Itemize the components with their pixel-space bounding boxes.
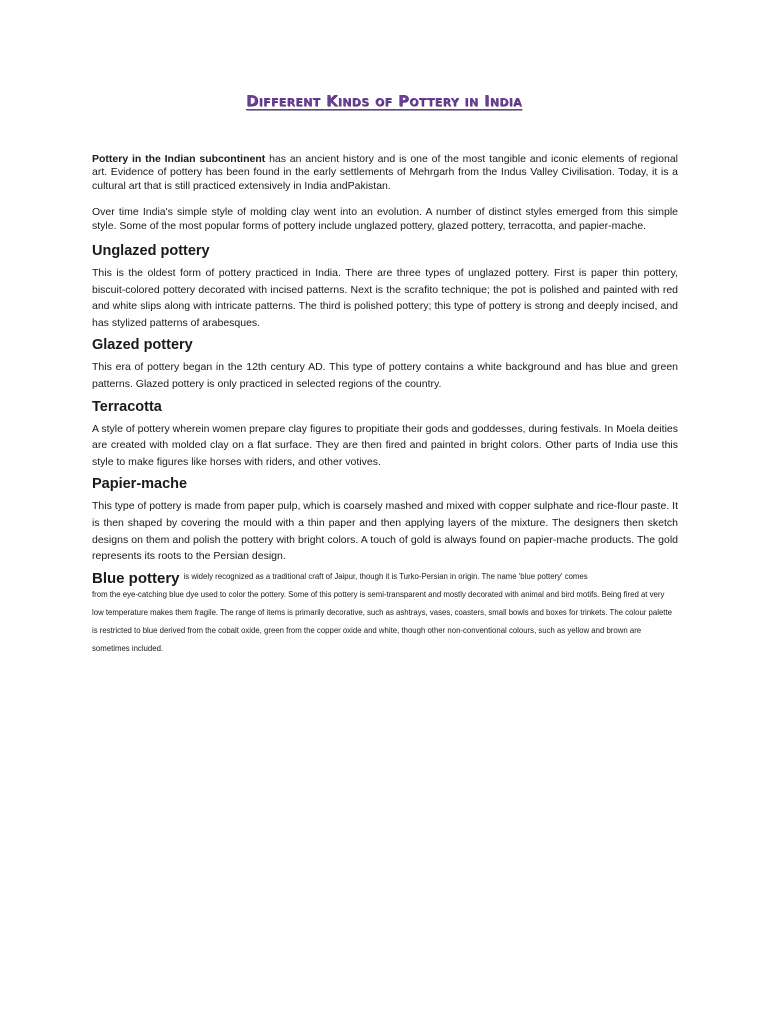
section-heading: Glazed pottery — [92, 337, 193, 354]
section-body: A style of pottery wherein women prepare clay figures to propitiate their gods and goddesses, during festivals. In Moela deities are created with molded clay on a flat surface. They are then fired and painted in bright colors. Other parts of India use this style to make figures like horses with riders, and other votives. — [92, 422, 678, 468]
section-body: This is the oldest form of pottery practiced in India. There are three types of unglazed pottery. First is paper thin pottery, biscuit-colored pottery decorated with incised patterns. Next is the scrafito technique; the pot is polished and painted with red and white slips along with intricate patterns. The third is polished pottery; this type of pottery is strong and deeply incised, and has stylized patterns of arabesques. — [92, 267, 678, 329]
section-heading: Terracotta — [92, 398, 162, 415]
document-title-text: Different Kinds of Pottery in India — [245, 92, 522, 110]
section-heading: Blue pottery — [92, 569, 180, 587]
section-heading: Unglazed pottery — [92, 243, 210, 260]
document-title — [0, 91, 768, 111]
intro-paragraph-2: Over time India's simple style of molding clay went into an evolution. A number of distinct styles emerged from this simple style. Some of the most popular forms of pottery include unglazed pottery, glazed pottery, terracotta, and papier-mache. — [92, 206, 678, 232]
section-blue-pottery — [92, 570, 678, 658]
intro-paragraph — [92, 153, 678, 193]
section-body: This type of pottery is made from paper pulp, which is coarsely mashed and mixed with copper sulphate and rice-flour paste. It is then shaped by covering the mould with a thin paper and then applying layers of the mixture. The designers then sketch designs on them and polish the pottery with bright colors. A touch of gold is always found on papier-mache products. The gold represents its roots to the Persian design. — [92, 500, 678, 563]
section-papier-mache — [92, 475, 678, 564]
blue-pottery-body: from the eye-catching blue dye used to color the pottery. Some of this pottery is semi-transparent and mostly decorated with animal and bird motifs. Being fired at very low temperature makes them fragile. The range of items is primarily decorative, such as ashtrays, vases, coasters, small bowls and boxes for trinkets. The colour palette is restricted to blue derived from the cobalt oxide, green from the copper oxide and white, though other non-conventional colours, such as yellow and brown are sometimes included. — [92, 589, 672, 654]
section-body: This era of pottery began in the 12th century AD. This type of pottery contains a white background and has blue and green patterns. Glazed pottery is only practiced in selected regions of the country. — [92, 361, 678, 390]
document-body — [92, 153, 678, 658]
section-unglazed — [92, 242, 678, 331]
section-heading: Papier-mache — [92, 476, 188, 493]
blue-pottery-lead: is widely recognized as a traditional craft of Jaipur, though it is Turko-Persian in origin. The name 'blue pottery' comes — [183, 571, 588, 581]
intro-rest: has an ancient history and is one of the most tangible and iconic elements of regional art. Evidence of pottery has been found in the early settlements of Mehrgarh from the Indus Valley Civilisation. Today, it is a cultural art that is still practiced extensively in India andPakistan. — [92, 153, 678, 192]
section-glazed — [92, 336, 678, 392]
section-terracotta — [92, 398, 678, 471]
intro-lead: Pottery in the Indian subcontinent — [92, 153, 266, 165]
